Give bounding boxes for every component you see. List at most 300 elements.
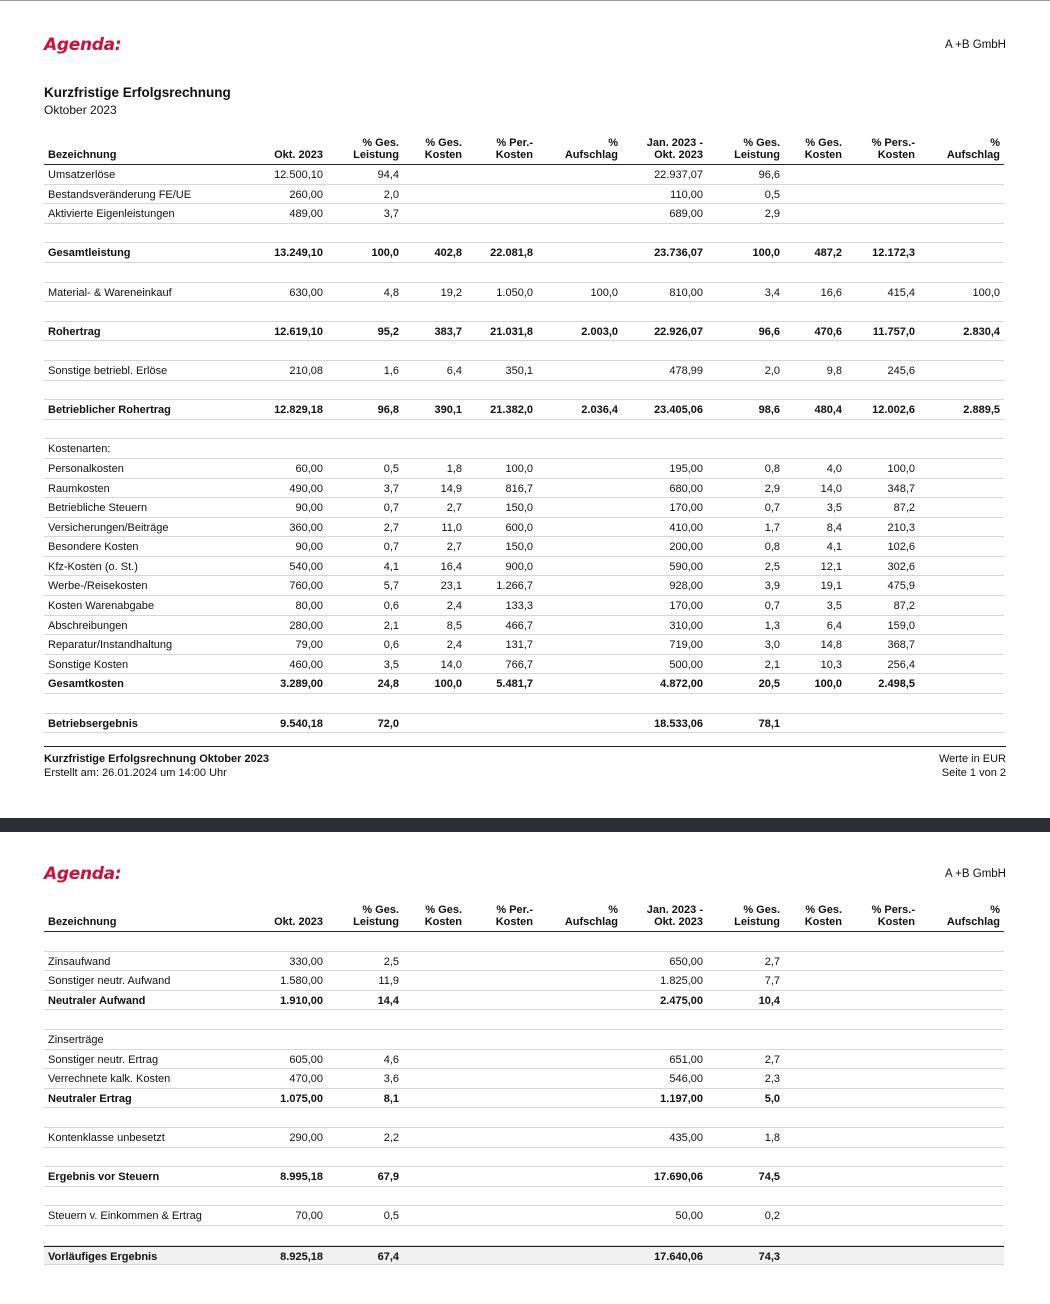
table-row bbox=[44, 1148, 1004, 1168]
table-cell: 1.910,00 bbox=[280, 994, 323, 1007]
table-cell: 689,00 bbox=[669, 208, 703, 221]
column-header: Jan. 2023 - Okt. 2023 bbox=[646, 137, 703, 161]
table-cell: 16,4 bbox=[440, 560, 462, 573]
column-header: % Per.- Kosten bbox=[495, 137, 533, 161]
column-header: % Ges. Leistung bbox=[734, 137, 780, 161]
table-cell: 2,2 bbox=[383, 1131, 399, 1144]
table-cell: 410,00 bbox=[669, 521, 703, 534]
table-cell: 90,00 bbox=[295, 502, 323, 515]
table-cell: 5,0 bbox=[764, 1092, 780, 1105]
table-cell: 245,6 bbox=[887, 364, 915, 377]
row-label: Betriebliche Steuern bbox=[48, 502, 148, 515]
table-cell: 489,00 bbox=[289, 208, 323, 221]
report-table-page-1 bbox=[44, 137, 1004, 733]
table-row bbox=[44, 420, 1004, 440]
page-footer bbox=[44, 746, 1006, 780]
table-cell: 2,7 bbox=[446, 502, 462, 515]
footer-currency: Werte in EUR bbox=[938, 753, 1006, 765]
table-cell: 11,0 bbox=[441, 521, 462, 534]
table-cell: 2.475,00 bbox=[660, 994, 703, 1007]
table-cell: 651,00 bbox=[669, 1053, 703, 1066]
table-cell: 2,9 bbox=[764, 208, 780, 221]
table-cell: 2,0 bbox=[383, 188, 399, 201]
table-cell: 8,5 bbox=[446, 619, 462, 632]
table-cell: 110,00 bbox=[670, 188, 703, 201]
row-label: Aktivierte Eigenleistungen bbox=[48, 208, 175, 221]
row-label: Ergebnis vor Steuern bbox=[48, 1171, 160, 1184]
table-cell: 17.640,06 bbox=[654, 1250, 703, 1263]
table-cell: 470,00 bbox=[289, 1073, 323, 1086]
table-cell: 1,7 bbox=[764, 521, 780, 534]
table-cell: 2,3 bbox=[764, 1073, 780, 1086]
table-cell: 1,8 bbox=[446, 462, 462, 475]
table-header bbox=[44, 904, 1004, 932]
table-cell: 79,00 bbox=[295, 639, 323, 652]
table-cell: 4,8 bbox=[383, 286, 399, 299]
table-cell: 10,3 bbox=[820, 658, 842, 671]
footer-page-number: Seite 1 von 2 bbox=[941, 767, 1006, 779]
table-row bbox=[44, 1128, 1004, 1148]
table-cell: 87,2 bbox=[893, 600, 915, 613]
table-cell: 0,5 bbox=[383, 1210, 399, 1223]
table-cell: 415,4 bbox=[887, 286, 915, 299]
column-header: % Ges. Kosten bbox=[804, 904, 842, 928]
table-cell: 19,1 bbox=[820, 580, 842, 593]
table-cell: 200,00 bbox=[669, 541, 703, 554]
table-cell: 256,4 bbox=[887, 658, 915, 671]
row-label: Betrieblicher Rohertrag bbox=[48, 404, 171, 417]
column-header: % Ges. Leistung bbox=[353, 904, 399, 928]
table-row bbox=[44, 224, 1004, 244]
table-cell: 348,7 bbox=[887, 482, 915, 495]
table-cell: 3,7 bbox=[383, 482, 399, 495]
table-row bbox=[44, 479, 1004, 499]
table-cell: 540,00 bbox=[289, 560, 323, 573]
row-label: Raumkosten bbox=[48, 482, 110, 495]
table-cell: 20,5 bbox=[758, 678, 780, 691]
footer-right bbox=[939, 752, 1006, 780]
table-cell: 0,7 bbox=[764, 600, 780, 613]
table-cell: 3.289,00 bbox=[280, 678, 323, 691]
table-cell: 3,5 bbox=[826, 600, 842, 613]
table-cell: 14,4 bbox=[377, 994, 399, 1007]
table-row bbox=[44, 971, 1004, 991]
table-cell: 8.995,18 bbox=[280, 1171, 323, 1184]
table-row bbox=[44, 243, 1004, 263]
column-header: % Ges. Kosten bbox=[804, 137, 842, 161]
row-label: Vorläufiges Ergebnis bbox=[48, 1250, 158, 1263]
table-row bbox=[44, 341, 1004, 361]
table-cell: 330,00 bbox=[289, 955, 323, 968]
table-cell: 18.533,06 bbox=[654, 717, 703, 730]
table-cell: 8,4 bbox=[826, 521, 842, 534]
table-cell: 600,0 bbox=[505, 521, 533, 534]
table-cell: 1,3 bbox=[764, 619, 780, 632]
table-cell: 0,7 bbox=[764, 502, 780, 515]
column-header: % Ges. Leistung bbox=[353, 137, 399, 161]
table-cell: 1,6 bbox=[383, 364, 399, 377]
table-row bbox=[44, 518, 1004, 538]
table-cell: 10,4 bbox=[758, 994, 780, 1007]
column-header: % Ges. Leistung bbox=[734, 904, 780, 928]
table-cell: 900,0 bbox=[505, 560, 533, 573]
row-label: Zinserträge bbox=[48, 1033, 104, 1046]
table-cell: 2,7 bbox=[446, 541, 462, 554]
table-cell: 475,9 bbox=[887, 580, 915, 593]
agenda-logo: Agenda: bbox=[44, 35, 122, 55]
table-row bbox=[44, 674, 1004, 694]
table-cell: 96,6 bbox=[758, 169, 780, 181]
table-cell: 810,00 bbox=[669, 286, 703, 299]
table-cell: 100,0 bbox=[814, 678, 842, 691]
table-row bbox=[44, 1226, 1004, 1246]
table-cell: 159,0 bbox=[887, 619, 915, 632]
table-header bbox=[44, 137, 1004, 165]
table-row bbox=[44, 459, 1004, 479]
table-cell: 2,4 bbox=[446, 639, 462, 652]
table-cell: 766,7 bbox=[505, 658, 533, 671]
table-cell: 1.075,00 bbox=[280, 1092, 323, 1105]
table-cell: 0,2 bbox=[764, 1210, 780, 1223]
table-cell: 21.382,0 bbox=[490, 404, 533, 417]
table-cell: 9,8 bbox=[826, 364, 842, 377]
table-cell: 0,8 bbox=[764, 462, 780, 475]
table-body bbox=[44, 165, 1004, 733]
table-cell: 102,6 bbox=[887, 541, 915, 554]
column-header: % Per.- Kosten bbox=[495, 904, 533, 928]
table-cell: 0,5 bbox=[383, 462, 399, 475]
table-cell: 9.540,18 bbox=[280, 717, 323, 730]
agenda-logo: Agenda: bbox=[44, 864, 122, 884]
table-cell: 74,3 bbox=[758, 1250, 780, 1263]
table-row bbox=[44, 302, 1004, 322]
table-cell: 478,99 bbox=[669, 364, 703, 377]
table-cell: 3,5 bbox=[383, 658, 399, 671]
table-cell: 195,00 bbox=[669, 462, 703, 475]
table-cell: 350,1 bbox=[505, 364, 533, 377]
table-cell: 1.825,00 bbox=[660, 975, 703, 988]
table-cell: 480,4 bbox=[814, 404, 842, 417]
table-cell: 12.500,10 bbox=[274, 169, 323, 181]
table-cell: 6,4 bbox=[446, 364, 462, 377]
table-cell: 2.889,5 bbox=[963, 404, 1000, 417]
row-label: Sonstiger neutr. Ertrag bbox=[48, 1053, 159, 1066]
table-cell: 470,6 bbox=[814, 325, 842, 338]
table-cell: 67,4 bbox=[377, 1250, 399, 1263]
table-row bbox=[44, 714, 1004, 734]
table-cell: 3,7 bbox=[383, 208, 399, 221]
row-label: Gesamtleistung bbox=[48, 247, 131, 260]
table-cell: 150,0 bbox=[505, 502, 533, 515]
table-cell: 16,6 bbox=[820, 286, 842, 299]
table-cell: 100,0 bbox=[590, 286, 618, 299]
column-header: % Aufschlag bbox=[564, 904, 618, 928]
table-row bbox=[44, 1108, 1004, 1128]
table-cell: 368,7 bbox=[887, 639, 915, 652]
column-header: % Ges. Kosten bbox=[424, 904, 462, 928]
table-cell: 72,0 bbox=[377, 717, 399, 730]
table-cell: 1,8 bbox=[764, 1131, 780, 1144]
table-cell: 96,6 bbox=[758, 325, 780, 338]
report-table-page-2 bbox=[44, 904, 1004, 1265]
row-label: Besondere Kosten bbox=[48, 541, 139, 554]
column-header: % Pers.- Kosten bbox=[871, 137, 915, 161]
table-cell: 50,00 bbox=[675, 1210, 703, 1223]
row-label: Reparatur/Instandhaltung bbox=[48, 639, 173, 652]
table-cell: 67,9 bbox=[377, 1171, 399, 1184]
table-cell: 4,6 bbox=[383, 1053, 399, 1066]
table-cell: 630,00 bbox=[289, 286, 323, 299]
table-cell: 95,2 bbox=[377, 325, 399, 338]
table-row bbox=[44, 557, 1004, 577]
table-cell: 4,1 bbox=[826, 541, 842, 554]
table-row bbox=[44, 1050, 1004, 1070]
table-cell: 4.872,00 bbox=[660, 678, 703, 691]
table-row bbox=[44, 616, 1004, 636]
table-cell: 383,7 bbox=[434, 325, 462, 338]
table-cell: 2,5 bbox=[764, 560, 780, 573]
table-cell: 24,8 bbox=[377, 678, 399, 691]
table-cell: 2,0 bbox=[764, 364, 780, 377]
table-cell: 210,3 bbox=[887, 521, 915, 534]
table-cell: 12,1 bbox=[820, 560, 842, 573]
table-cell: 1.580,00 bbox=[280, 975, 323, 988]
table-cell: 80,00 bbox=[295, 600, 323, 613]
table-cell: 100,0 bbox=[972, 286, 1000, 299]
column-header: % Aufschlag bbox=[564, 137, 618, 161]
table-cell: 1.050,0 bbox=[496, 286, 533, 299]
table-cell: 7,7 bbox=[764, 975, 780, 988]
table-row bbox=[44, 498, 1004, 518]
table-row bbox=[44, 655, 1004, 675]
table-cell: 78,1 bbox=[758, 717, 780, 730]
table-row bbox=[44, 952, 1004, 972]
table-cell: 12.829,18 bbox=[274, 404, 323, 417]
row-label: Neutraler Ertrag bbox=[48, 1092, 132, 1105]
row-label: Umsatzerlöse bbox=[48, 169, 116, 181]
table-cell: 23.405,06 bbox=[654, 404, 703, 417]
row-label: Werbe-/Reisekosten bbox=[48, 580, 148, 593]
row-label: Bestandsveränderung FE/UE bbox=[48, 188, 192, 201]
table-cell: 460,00 bbox=[289, 658, 323, 671]
row-label: Verrechnete kalk. Kosten bbox=[48, 1073, 171, 1086]
row-label: Rohertrag bbox=[48, 325, 101, 338]
table-cell: 133,3 bbox=[505, 600, 533, 613]
table-cell: 12.172,3 bbox=[872, 247, 915, 260]
column-header: Bezeichnung bbox=[48, 916, 117, 928]
column-header: Bezeichnung bbox=[48, 149, 117, 161]
table-cell: 100,0 bbox=[887, 462, 915, 475]
table-cell: 5.481,7 bbox=[496, 678, 533, 691]
table-row bbox=[44, 1069, 1004, 1089]
report-title: Kurzfristige Erfolgsrechnung bbox=[44, 85, 231, 100]
table-cell: 22.937,07 bbox=[654, 169, 703, 181]
table-cell: 2,4 bbox=[446, 600, 462, 613]
table-cell: 500,00 bbox=[669, 658, 703, 671]
table-cell: 2.498,5 bbox=[878, 678, 915, 691]
table-cell: 2,1 bbox=[383, 619, 399, 632]
company-name: A +B GmbH bbox=[944, 39, 1006, 51]
table-cell: 98,6 bbox=[758, 404, 780, 417]
table-cell: 2,7 bbox=[764, 1053, 780, 1066]
table-cell: 466,7 bbox=[505, 619, 533, 632]
table-cell: 19,2 bbox=[440, 286, 462, 299]
table-cell: 100,0 bbox=[434, 678, 462, 691]
row-label: Zinsaufwand bbox=[48, 955, 111, 968]
table-cell: 74,5 bbox=[758, 1171, 780, 1184]
table-cell: 12.002,6 bbox=[872, 404, 915, 417]
table-cell: 2,7 bbox=[383, 521, 399, 534]
table-row bbox=[44, 1167, 1004, 1187]
table-row bbox=[44, 263, 1004, 283]
table-cell: 3,4 bbox=[764, 286, 780, 299]
table-cell: 70,00 bbox=[295, 1210, 323, 1223]
table-row bbox=[44, 1010, 1004, 1030]
table-row bbox=[44, 204, 1004, 224]
table-cell: 3,9 bbox=[764, 580, 780, 593]
row-label: Kontenklasse unbesetzt bbox=[48, 1131, 165, 1144]
table-row bbox=[44, 439, 1004, 459]
table-cell: 14,0 bbox=[440, 658, 462, 671]
row-label: Sonstige Kosten bbox=[48, 658, 129, 671]
table-cell: 150,0 bbox=[505, 541, 533, 554]
table-cell: 4,1 bbox=[383, 560, 399, 573]
table-cell: 490,00 bbox=[289, 482, 323, 495]
column-header: % Aufschlag bbox=[946, 137, 1000, 161]
table-cell: 0,6 bbox=[383, 639, 399, 652]
table-cell: 5,7 bbox=[383, 580, 399, 593]
table-cell: 6,4 bbox=[826, 619, 842, 632]
table-cell: 2,5 bbox=[383, 955, 399, 968]
table-row bbox=[44, 361, 1004, 381]
table-cell: 816,7 bbox=[505, 482, 533, 495]
table-row bbox=[44, 1246, 1004, 1266]
column-header: % Ges. Kosten bbox=[424, 137, 462, 161]
table-cell: 22.081,8 bbox=[490, 247, 533, 260]
table-cell: 8,1 bbox=[383, 1092, 399, 1105]
row-label: Kosten Warenabgabe bbox=[48, 600, 154, 613]
table-cell: 590,00 bbox=[669, 560, 703, 573]
table-cell: 100,0 bbox=[371, 247, 399, 260]
column-header: Okt. 2023 bbox=[274, 916, 323, 928]
report-period: Oktober 2023 bbox=[44, 103, 117, 117]
table-cell: 310,00 bbox=[669, 619, 703, 632]
row-label: Sonstiger neutr. Aufwand bbox=[48, 975, 171, 988]
table-cell: 650,00 bbox=[669, 955, 703, 968]
table-row bbox=[44, 185, 1004, 205]
table-cell: 170,00 bbox=[669, 502, 703, 515]
table-cell: 23.736,07 bbox=[654, 247, 703, 260]
table-cell: 487,2 bbox=[814, 247, 842, 260]
table-cell: 14,0 bbox=[820, 482, 842, 495]
table-cell: 12.619,10 bbox=[274, 325, 323, 338]
table-row bbox=[44, 400, 1004, 420]
table-cell: 260,00 bbox=[289, 188, 323, 201]
page-divider bbox=[0, 818, 1050, 832]
table-cell: 14,8 bbox=[820, 639, 842, 652]
column-header: Jan. 2023 - Okt. 2023 bbox=[646, 904, 703, 928]
table-row bbox=[44, 1206, 1004, 1226]
table-cell: 2,7 bbox=[764, 955, 780, 968]
row-label: Sonstige betriebl. Erlöse bbox=[48, 364, 168, 377]
table-cell: 760,00 bbox=[289, 580, 323, 593]
table-cell: 928,00 bbox=[669, 580, 703, 593]
table-cell: 94,4 bbox=[377, 169, 399, 181]
table-cell: 719,00 bbox=[669, 639, 703, 652]
table-cell: 2.036,4 bbox=[581, 404, 618, 417]
table-cell: 14,9 bbox=[440, 482, 462, 495]
table-row bbox=[44, 1030, 1004, 1050]
table-cell: 402,8 bbox=[434, 247, 462, 260]
table-row bbox=[44, 322, 1004, 342]
table-cell: 100,0 bbox=[752, 247, 780, 260]
table-cell: 605,00 bbox=[289, 1053, 323, 1066]
table-cell: 170,00 bbox=[669, 600, 703, 613]
table-row bbox=[44, 576, 1004, 596]
table-cell: 11.757,0 bbox=[872, 325, 915, 338]
report-page-2 bbox=[0, 832, 1050, 1304]
table-row bbox=[44, 283, 1004, 303]
table-cell: 2.830,4 bbox=[963, 325, 1000, 338]
table-cell: 546,00 bbox=[669, 1073, 703, 1086]
table-cell: 0,7 bbox=[383, 502, 399, 515]
table-cell: 0,8 bbox=[764, 541, 780, 554]
table-row bbox=[44, 596, 1004, 616]
table-cell: 60,00 bbox=[295, 462, 323, 475]
column-header: Okt. 2023 bbox=[274, 149, 323, 161]
table-cell: 680,00 bbox=[669, 482, 703, 495]
table-cell: 21.031,8 bbox=[490, 325, 533, 338]
table-cell: 13.249,10 bbox=[274, 247, 323, 260]
table-cell: 131,7 bbox=[505, 639, 533, 652]
table-row bbox=[44, 381, 1004, 401]
table-cell: 360,00 bbox=[289, 521, 323, 534]
row-label: Material- & Wareneinkauf bbox=[48, 286, 172, 299]
footer-title: Kurzfristige Erfolgsrechnung Oktober 2023 bbox=[44, 753, 269, 765]
table-cell: 2,1 bbox=[764, 658, 780, 671]
company-name: A +B GmbH bbox=[944, 868, 1006, 880]
column-header: % Aufschlag bbox=[946, 904, 1000, 928]
table-body bbox=[44, 932, 1004, 1265]
table-cell: 390,1 bbox=[434, 404, 462, 417]
table-cell: 302,6 bbox=[887, 560, 915, 573]
table-cell: 96,8 bbox=[377, 404, 399, 417]
table-cell: 3,5 bbox=[826, 502, 842, 515]
table-cell: 1.266,7 bbox=[496, 580, 533, 593]
row-label: Betriebsergebnis bbox=[48, 717, 138, 730]
table-row bbox=[44, 165, 1004, 185]
footer-created: Erstellt am: 26.01.2024 um 14:00 Uhr bbox=[44, 767, 227, 779]
table-row bbox=[44, 1187, 1004, 1207]
table-cell: 210,08 bbox=[289, 364, 323, 377]
row-label: Kostenarten: bbox=[48, 443, 111, 456]
table-row bbox=[44, 991, 1004, 1011]
table-cell: 3,0 bbox=[764, 639, 780, 652]
table-cell: 3,6 bbox=[383, 1073, 399, 1086]
table-cell: 0,6 bbox=[383, 600, 399, 613]
row-label: Kfz-Kosten (o. St.) bbox=[48, 560, 138, 573]
table-row bbox=[44, 1089, 1004, 1109]
table-cell: 23,1 bbox=[440, 580, 462, 593]
table-cell: 0,5 bbox=[764, 188, 780, 201]
table-cell: 435,00 bbox=[669, 1131, 703, 1144]
table-cell: 8.925,18 bbox=[280, 1250, 323, 1263]
table-row bbox=[44, 932, 1004, 952]
column-header: % Pers.- Kosten bbox=[871, 904, 915, 928]
table-cell: 2,9 bbox=[764, 482, 780, 495]
table-cell: 1.197,00 bbox=[660, 1092, 703, 1105]
table-cell: 290,00 bbox=[289, 1131, 323, 1144]
